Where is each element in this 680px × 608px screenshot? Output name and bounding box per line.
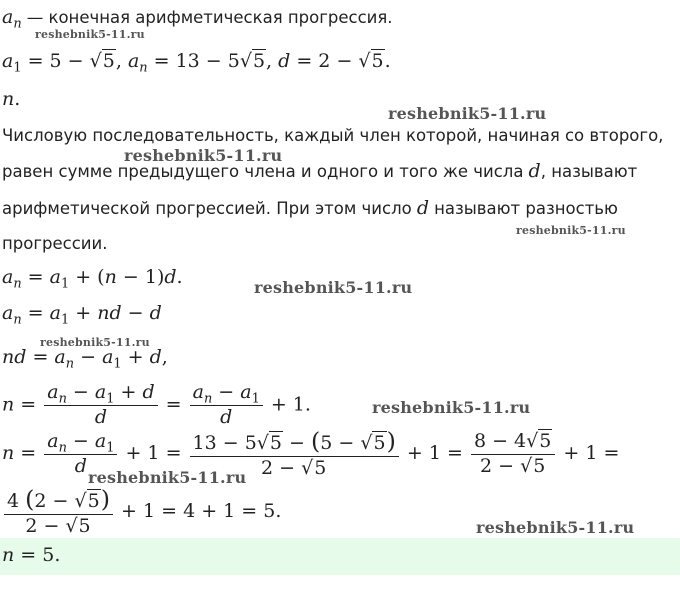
definition-line-1: Числовую последовательность, каждый член которой, начиная со второго, [2,126,664,145]
answer-formula: n = 5. [2,544,61,566]
formula-general-term: $a_n = a_1 + (n - 1)d$. [2,266,183,292]
intro-text: — конечная арифметическая прогрессия. [26,8,393,27]
formula-n-fraction: n = $\frac{a_n - a_1 + d}{d}$ = $\frac{a_n - a_1}{d}$ + 1. [2,381,311,428]
watermark: reshebnik5-11.ru [388,104,547,123]
fraction: $\frac{8 - 4√5}{2 - √5}$ [471,431,555,478]
fraction: $\frac{a_n - a_1}{d}$ [190,382,263,429]
watermark: reshebnik5-11.ru [254,278,413,297]
watermark: reshebnik5-11.ru [40,336,150,349]
formula-nd: nd = $a_n - a_1 + d$, [2,346,168,372]
watermark: reshebnik5-11.ru [124,146,283,165]
fraction: $\frac{4 (2 - √5)}{2 - √5}$ [4,486,113,538]
given-formula: $a_1 = 5 - √5$, $a_n = 13 - 5√5$, d = 2 − √5. [2,50,391,76]
watermark: reshebnik5-11.ru [372,398,531,417]
watermark: reshebnik5-11.ru [88,468,247,487]
formula-expanded: $a_n = a_1$ + nd − d [2,302,162,328]
intro-line [2,6,393,32]
answer-box [0,538,680,575]
fraction: $\frac{13 - 5√5 - (5 - √5)}{2 - √5}$ [190,428,399,480]
fraction: $\frac{a_n - a_1 + d}{d}$ [44,382,157,429]
fraction: $\frac{a_n - a_1}{d}$ [44,431,117,478]
watermark: reshebnik5-11.ru [516,224,626,237]
math-an: $a_n$ [2,6,22,32]
definition-line-2: равен сумме предыдущего члена и одного и того же числа d, называют [2,160,638,182]
formula-n-substituted: n = $\frac{a_n - a_1}{d}$ + 1 = $\frac{13 - 5√5 - (5 - √5)}{2 - √5}$ + 1 = $\frac{8 - 4√5}{2 - √5}$ + 1 = [2,427,620,480]
watermark: reshebnik5-11.ru [35,28,145,41]
definition-line-4: прогрессии. [2,234,108,253]
watermark: reshebnik5-11.ru [476,518,635,537]
definition-line-3: арифметической прогрессией. При этом число d называют разностью [2,197,618,219]
find-n: n. [2,88,21,110]
formula-result: $\frac{4 (2 - √5)}{2 - √5}$ + 1 = 4 + 1 = 5. [2,486,281,538]
